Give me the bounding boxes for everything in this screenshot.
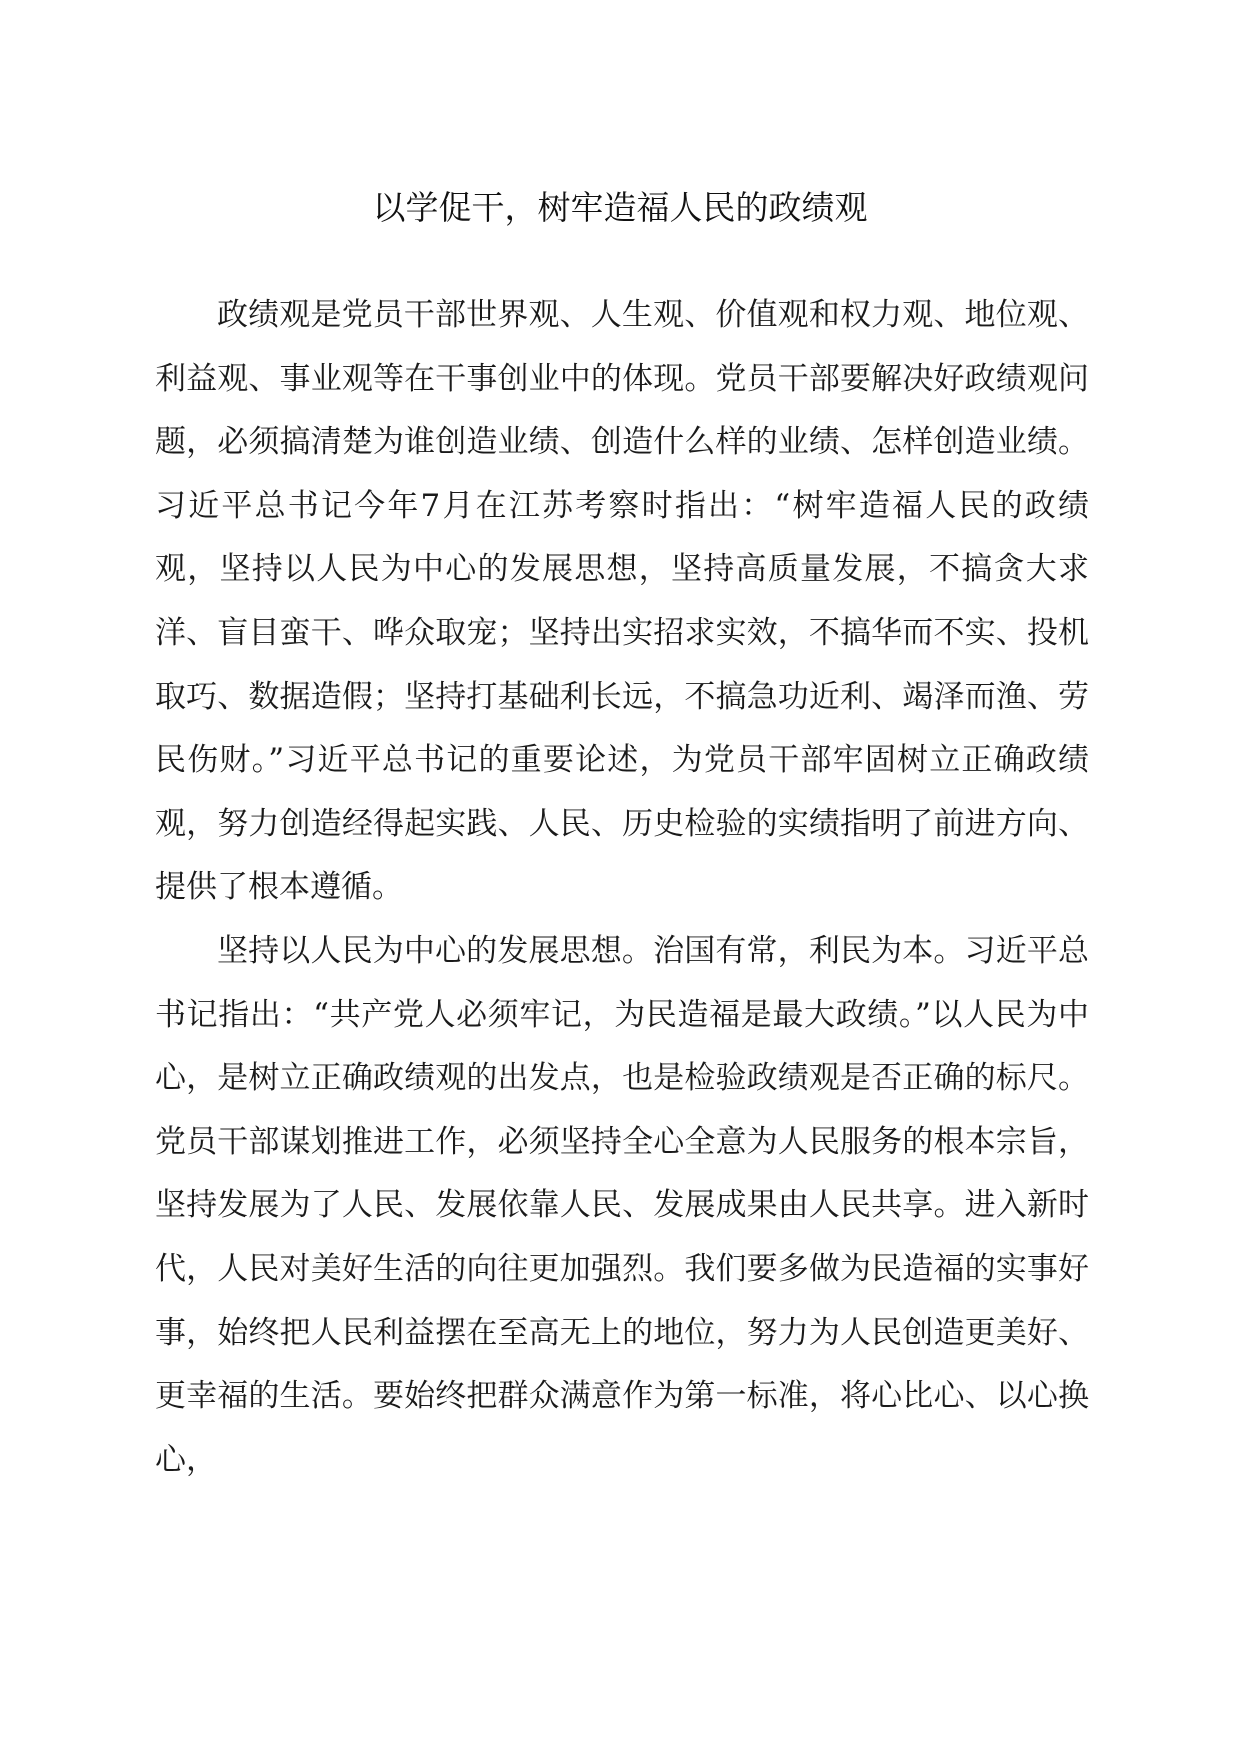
paragraph-2: 坚持以人民为中心的发展思想。治国有常，利民为本。习近平总书记指出：“共产党人必须牢记，为民造福是最大政绩。”以人民为中心，是树立正确政绩观的出发点，也是检验政绩观是否正确的标尺。党员干部谋划推进工作，必须坚持全心全意为人民服务的根本宗旨，坚持发展为了人民、发展依靠人民、发展成果由人民共享。进入新时代，人民对美好生活的向往更加强烈。我们要多做为民造福的实事好事，始终把人民利益摆在至高无上的地位，努力为人民创造更美好、更幸福的生活。要始终把群众满意作为第一标准，将心比心、以心换心， (155, 932, 1089, 1478)
paragraph-1: 政绩观是党员干部世界观、人生观、价值观和权力观、地位观、利益观、事业观等在干事创业中的体现。党员干部要解决好政绩观问题，必须搞清楚为谁创造业绩、创造什么样的业绩、怎样创造业绩。习近平总书记今年7月在江苏考察时指出：“树牢造福人民的政绩观，坚持以人民为中心的发展思想，坚持高质量发展，不搞贪大求洋、盲目蛮干、哗众取宠；坚持出实招求实效，不搞华而不实、投机取巧、数据造假；坚持打基础利长远，不搞急功近利、竭泽而渔、劳民伤财。”习近平总书记的重要论述，为党员干部牢固树立正确政绩观，努力创造经得起实践、人民、历史检验的实绩指明了前进方向、提供了根本遵循。 (155, 297, 1089, 906)
document-title: 以学促干，树牢造福人民的政绩观 (372, 188, 868, 227)
document-body (155, 284, 1089, 1492)
